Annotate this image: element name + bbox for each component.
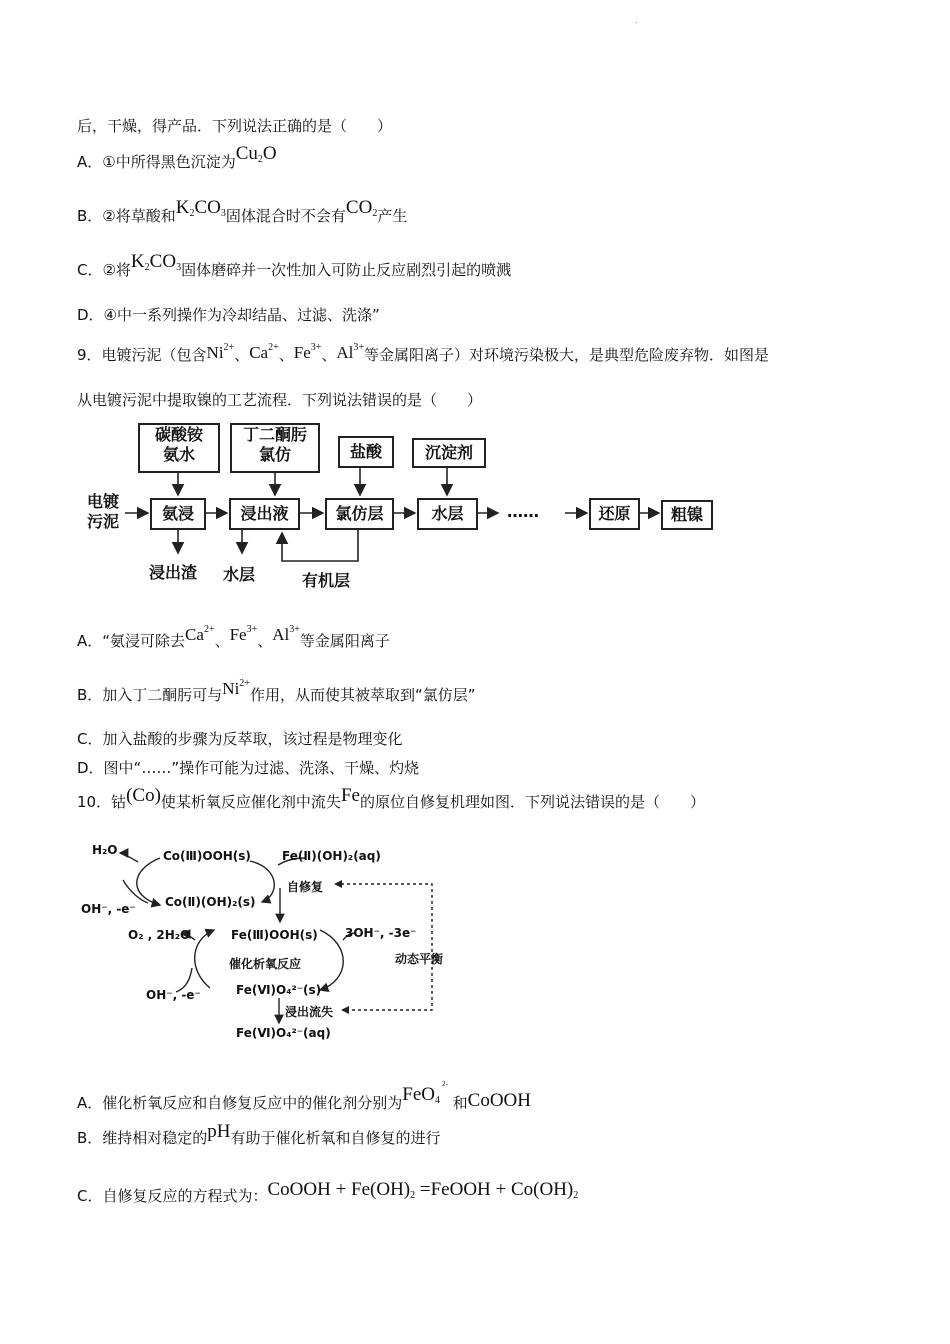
mech-leach: 浸出流失 (285, 1005, 334, 1019)
q8-stem-end: 后，干燥，得产品．下列说法正确的是（ ） (77, 117, 393, 135)
formula-k2co3: $K_2CO_3$ (130, 251, 182, 273)
q9-option-c[interactable]: C．加入盐酸的步骤为反萃取，该过程是物理变化 (77, 730, 403, 748)
flow-ellipsis: …… (507, 502, 539, 521)
flow-reagent-dmg: 丁二酮肟 氯仿 (230, 423, 320, 473)
option-text: B．②将草酸和 (77, 207, 176, 225)
flow-step-reduce: 还原 (589, 498, 640, 530)
mech-ferrate-aq: Fe(Ⅵ)O₄²⁻(aq) (236, 1026, 331, 1040)
mech-fe3-oooh: Fe(Ⅲ)OOH(s) (231, 928, 318, 942)
flow-recycle-organic: 有机层 (302, 571, 351, 590)
equation: CoOOH + $Fe(OH)_2$ =FeOOH + $Co(OH)_2$ (267, 1179, 579, 1201)
flow-reagent-ammonium: 碳酸铵 氨水 (138, 423, 220, 473)
mech-fe2-oh2-aq: Fe(Ⅱ)(OH)₂(aq) (282, 849, 381, 863)
flow-reagent-hcl: 盐酸 (338, 436, 394, 468)
q8-option-d[interactable]: D．④中一系列操作为冷却结晶、过滤、洗涤” (77, 306, 380, 324)
q10-option-b[interactable]: B．维持相对稳定的pH有助于催化析氧和自修复的进行 (77, 1121, 441, 1147)
flow-step-ammonia-leach: 氨浸 (150, 498, 206, 530)
mech-3oh: 3OH⁻, -3e⁻ (345, 926, 417, 940)
q8-option-c[interactable]: C．②将$K_2CO_3$固体磨碎并一次性加入可防止反应剧烈引起的喷溅 (77, 251, 512, 279)
mech-oh-lower: OH⁻, -e⁻ (146, 988, 201, 1002)
q10-option-a[interactable]: A．催化析氧反应和自修复反应中的催化剂分别为FeO$_4^{2-}$ 和CoOOH (77, 1080, 531, 1112)
option-text: A．①中所得黑色沉淀为 (77, 153, 236, 171)
q8-option-b[interactable]: B．②将草酸和$K_2CO_3$固体混合时不会有$CO_2$产生 (77, 197, 408, 225)
flow-step-leachate: 浸出液 (229, 498, 300, 530)
formula-cu2o: $Cu_2O$ (235, 143, 277, 165)
flow-waste-residue: 浸出渣 (149, 563, 198, 582)
flow-reagent-precipitant: 沉淀剂 (412, 438, 486, 468)
flow-step-aqueous: 水层 (417, 498, 478, 530)
flow-step-chloroform: 氯仿层 (325, 498, 394, 530)
q9-option-d[interactable]: D．图中“……”操作可能为过滤、洗涤、干燥、灼烧 (77, 759, 420, 777)
flow-step-crude-ni: 粗镍 (661, 500, 713, 530)
flow-source: 电镀 污泥 (86, 492, 119, 531)
mech-ferrate-s: Fe(Ⅵ)O₄²⁻(s) (236, 983, 322, 997)
mech-self-repair: 自修复 (287, 880, 324, 894)
q10-option-c[interactable]: C．自修复反应的方程式为：CoOOH + $Fe(OH)_2$ =FeOOH + $Co(OH)_2$ (77, 1179, 579, 1205)
q9-option-b[interactable]: B．加入丁二酮肟可与$Ni^{2+}$作用，从而使其被萃取到“氯仿层” (77, 678, 476, 704)
formula-k2co3: $K_2CO_3$ (175, 197, 226, 219)
mech-catalysis-label: 催化析氧反应 (229, 957, 302, 971)
q9-stem-line2: 从电镀污泥中提取镍的工艺流程．下列说法错误的是（ ） (77, 391, 483, 409)
mech-equilibrium: 动态平衡 (395, 952, 444, 966)
q9-stem-line1: 9．电镀污泥（包含$Ni^{2+}$、$Ca^{2+}$、$Fe^{3+}$、$Al^{3+}$等金属阳离子）对环境污染极大，是典型危险废弃物．如图是 (77, 342, 770, 364)
formula-co2: $CO_2$ (345, 197, 378, 219)
q10-stem: 10．钴(Co)使某析氧反应催化剂中流失Fe的原位自修复机理如图．下列说法错误的是（ ） (77, 785, 705, 811)
ion-list: $Ni^{2+}$ (206, 342, 235, 362)
mech-co2-oh2: Co(Ⅱ)(OH)₂(s) (165, 895, 256, 909)
mech-oh-left: OH⁻, -e⁻ (81, 902, 136, 916)
mech-o2-h2o: O₂ , 2H₂O (128, 928, 191, 942)
flow-waste-aqueous: 水层 (223, 565, 256, 584)
mech-h2o: H₂O (92, 843, 118, 857)
mech-co3-oooh: Co(Ⅲ)OOH(s) (163, 849, 251, 863)
option-text: C．②将 (77, 261, 131, 279)
q9-option-a[interactable]: A．“氨浸可除去$Ca^{2+}$、$Fe^{3+}$、$Al^{3+}$等金属阳离子 (77, 624, 390, 650)
